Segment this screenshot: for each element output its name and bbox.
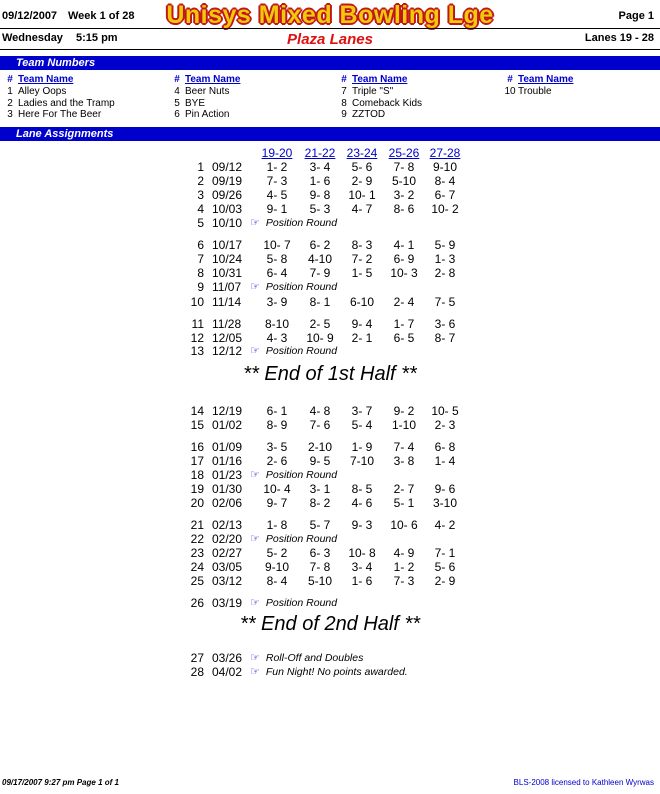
lane-header: 21-22	[304, 146, 336, 160]
lane-header: 27-28	[429, 146, 461, 160]
team-pairing: 8- 1	[309, 295, 331, 309]
team-pairing: 6- 9	[393, 252, 415, 266]
team-pairing: 10- 4	[263, 482, 291, 496]
week-date: 01/23	[212, 468, 243, 482]
team-column-header	[336, 73, 496, 86]
week-number: 4	[197, 202, 204, 216]
team-row	[2, 109, 162, 121]
team-number: 4	[174, 86, 180, 97]
team-pairing: 5-10	[307, 574, 333, 588]
team-name: Alley Oops	[18, 86, 67, 97]
team-pairing: 4- 3	[266, 331, 288, 345]
pointing-hand-icon: ☞	[250, 652, 260, 664]
team-pairing: 8- 6	[393, 202, 415, 216]
week-note: Fun Night! No points awarded.	[265, 666, 408, 678]
team-pairing: 4- 6	[351, 496, 373, 510]
header-divider-bottom	[0, 49, 660, 50]
team-pairing: 8- 2	[309, 496, 331, 510]
team-name: Comeback Kids	[352, 97, 423, 109]
team-pairing: 3- 1	[309, 482, 331, 496]
week-date: 02/13	[212, 518, 243, 532]
team-pairing: 7- 9	[309, 266, 331, 280]
week-date: 11/14	[212, 295, 242, 309]
team-column-header	[502, 73, 660, 86]
league-title: Unisys Mixed Bowling Lge	[166, 1, 494, 29]
team-pairing: 4- 5	[266, 188, 288, 202]
lanes-range: Lanes 19 - 28	[584, 32, 654, 44]
lane-header: 23-24	[346, 146, 378, 160]
team-pairing: 2- 1	[351, 331, 373, 345]
week-number: 3	[197, 188, 204, 202]
team-pairing: 6- 8	[434, 440, 456, 454]
team-number: 8	[341, 97, 347, 109]
league-day: Wednesday	[2, 32, 63, 44]
team-pairing: 8- 7	[434, 331, 456, 345]
week-number: 6	[197, 238, 204, 252]
team-pairing: 5- 6	[351, 160, 373, 174]
team-pairing: 1- 2	[393, 560, 415, 574]
team-pairing: 4-10	[307, 252, 333, 266]
team-pairing: 3-10	[432, 496, 458, 510]
page-number: Page 1	[618, 10, 654, 22]
team-pairing: 7- 6	[309, 418, 331, 432]
team-name-header: Team Name	[185, 74, 241, 85]
week-number: 16	[190, 440, 204, 454]
week-date: 02/20	[212, 532, 243, 546]
team-pairing: 10- 6	[390, 518, 418, 532]
team-name-header: Team Name	[518, 74, 574, 85]
week-number: 15	[190, 418, 204, 432]
week-number: 27	[190, 651, 204, 665]
week-note: Position Round	[265, 469, 338, 481]
team-name: Pin Action	[185, 109, 230, 120]
team-pairing: 7- 3	[266, 174, 288, 188]
lane-assignments-band: Lane Assignments	[0, 127, 660, 141]
team-pairing: 9- 2	[393, 404, 415, 418]
team-pairing: 3- 8	[393, 454, 415, 468]
team-pairing: 8- 3	[351, 238, 373, 252]
week-number: 26	[190, 596, 204, 610]
week-number: 20	[190, 496, 204, 510]
schedule-row	[0, 519, 660, 532]
team-name: Triple "S"	[352, 86, 394, 97]
team-pairing: 7- 1	[434, 546, 456, 560]
team-num-header: #	[174, 74, 180, 85]
team-pairing: 7- 8	[393, 160, 415, 174]
team-pairing: 6- 2	[309, 238, 331, 252]
team-pairing: 7- 8	[309, 560, 331, 574]
team-pairing: 1-10	[391, 418, 417, 432]
schedule-row	[0, 575, 660, 588]
schedule-row	[0, 666, 660, 679]
lane-header: 19-20	[261, 146, 293, 160]
team-pairing: 7- 2	[351, 252, 373, 266]
team-pairing: 9- 5	[309, 454, 331, 468]
team-name: BYE	[185, 97, 206, 109]
week-date: 10/31	[212, 266, 243, 280]
team-pairing: 2- 4	[393, 295, 415, 309]
team-pairing: 1- 5	[351, 266, 373, 280]
week-note: Roll-Off and Doubles	[265, 652, 364, 664]
team-row	[336, 98, 496, 110]
week-number: 14	[190, 404, 204, 418]
team-pairing: 10- 5	[431, 404, 459, 418]
team-pairing: 5- 3	[309, 202, 331, 216]
pointing-hand-icon: ☞	[250, 469, 260, 481]
team-pairing: 5- 7	[309, 518, 331, 532]
team-row	[169, 109, 329, 121]
pointing-hand-icon: ☞	[250, 597, 260, 609]
team-pairing: 1- 6	[351, 574, 373, 588]
team-num-header: #	[7, 74, 13, 85]
team-column	[336, 73, 496, 121]
team-pairing: 1- 8	[266, 518, 288, 532]
week-number: 28	[190, 665, 204, 679]
week-number: 23	[190, 546, 204, 560]
team-pairing: 5- 4	[351, 418, 373, 432]
week-date: 01/16	[212, 454, 243, 468]
team-pairing: 7-10	[349, 454, 375, 468]
print-stamp: 09/17/2007 9:27 pm Page 1 of 1	[2, 778, 119, 787]
team-row	[2, 86, 162, 98]
week-number: 8	[197, 266, 204, 280]
week-date: 12/19	[212, 404, 243, 418]
week-date: 11/07	[212, 280, 242, 294]
team-pairing: 9- 8	[309, 188, 331, 202]
schedule-row	[0, 405, 660, 418]
team-row	[336, 109, 496, 121]
team-pairing: 2- 6	[266, 454, 288, 468]
schedule-row	[0, 296, 660, 309]
team-numbers-band: Team Numbers	[0, 56, 660, 70]
team-row	[169, 86, 329, 98]
team-pairing: 3- 7	[351, 404, 373, 418]
team-pairing: 8- 9	[266, 418, 288, 432]
schedule-row	[0, 175, 660, 188]
week-number: 7	[197, 252, 204, 266]
team-row	[336, 86, 496, 98]
team-pairing: 3- 6	[434, 317, 456, 331]
license-note: BLS-2008 licensed to Kathleen Wyrwas	[513, 778, 654, 787]
team-pairing: 5- 6	[434, 560, 456, 574]
week-note: Position Round	[265, 597, 338, 609]
team-pairing: 7- 5	[434, 295, 456, 309]
team-number: 5	[174, 97, 180, 109]
week-date: 10/17	[212, 238, 243, 252]
week-date: 09/19	[212, 174, 243, 188]
pointing-hand-icon: ☞	[250, 533, 260, 545]
pointing-hand-icon: ☞	[250, 345, 260, 357]
schedule-row	[0, 281, 660, 294]
team-column	[169, 73, 329, 121]
week-note: Position Round	[265, 345, 338, 357]
team-column-header	[169, 73, 329, 86]
week-number: 18	[190, 468, 204, 482]
schedule-row	[0, 533, 660, 546]
team-name: Beer Nuts	[185, 86, 230, 97]
week-number: 19	[190, 482, 204, 496]
week-number: 1	[197, 160, 204, 174]
team-pairing: 1- 9	[351, 440, 373, 454]
team-number: 7	[341, 86, 347, 97]
team-pairing: 5-10	[391, 174, 417, 188]
week-number: 12	[190, 331, 204, 345]
team-pairing: 6- 5	[393, 331, 415, 345]
week-indicator: Week 1 of 28	[68, 10, 135, 22]
team-pairing: 9- 1	[266, 202, 288, 216]
team-pairing: 2- 7	[393, 482, 415, 496]
team-pairing: 2- 8	[434, 266, 456, 280]
schedule-row	[0, 253, 660, 266]
team-pairing: 4- 9	[393, 546, 415, 560]
schedule-row	[0, 652, 660, 665]
team-pairing: 9- 7	[266, 496, 288, 510]
schedule-row	[0, 345, 660, 358]
team-pairing: 3- 9	[266, 295, 288, 309]
league-time: 5:15 pm	[76, 32, 118, 44]
week-date: 03/12	[212, 574, 243, 588]
schedule-row	[0, 203, 660, 216]
team-name-header: Team Name	[352, 74, 408, 85]
team-pairing: 10- 2	[431, 202, 459, 216]
week-number: 17	[190, 454, 204, 468]
week-date: 11/28	[212, 317, 242, 331]
team-pairing: 8- 5	[351, 482, 373, 496]
team-pairing: 7- 3	[393, 574, 415, 588]
team-pairing: 6- 7	[434, 188, 456, 202]
week-date: 09/26	[212, 188, 243, 202]
team-name-header: Team Name	[18, 74, 74, 85]
team-pairing: 10- 1	[348, 188, 376, 202]
week-note: Position Round	[265, 281, 338, 293]
week-date: 01/09	[212, 440, 243, 454]
team-pairing: 5- 2	[266, 546, 288, 560]
end-first-half-label: ** End of 1st Half **	[243, 363, 417, 385]
week-date: 03/26	[212, 651, 243, 665]
team-number: 2	[7, 97, 13, 109]
week-date: 12/12	[212, 344, 243, 358]
team-pairing: 1- 2	[266, 160, 288, 174]
week-date: 10/10	[212, 216, 243, 230]
end-second-half-label: ** End of 2nd Half **	[239, 613, 421, 635]
team-pairing: 2-10	[307, 440, 333, 454]
week-date: 10/03	[212, 202, 243, 216]
lane-header: 25-26	[388, 146, 420, 160]
team-pairing: 9- 4	[351, 317, 373, 331]
team-pairing: 1- 6	[309, 174, 331, 188]
schedule-row	[0, 239, 660, 252]
team-pairing: 10- 9	[306, 331, 334, 345]
week-date: 03/19	[212, 596, 243, 610]
week-number: 5	[197, 216, 204, 230]
team-pairing: 4- 1	[393, 238, 415, 252]
schedule-row	[0, 419, 660, 432]
team-name: ZZTOD	[352, 109, 386, 120]
pointing-hand-icon: ☞	[250, 217, 260, 229]
team-pairing: 6- 3	[309, 546, 331, 560]
team-pairing: 10- 3	[390, 266, 418, 280]
team-pairing: 4- 2	[434, 518, 456, 532]
team-pairing: 5- 1	[393, 496, 415, 510]
schedule-row	[0, 318, 660, 331]
team-pairing: 2- 9	[434, 574, 456, 588]
pointing-hand-icon: ☞	[250, 281, 260, 293]
team-pairing: 3- 4	[351, 560, 373, 574]
schedule-row	[0, 561, 660, 574]
week-number: 13	[190, 344, 204, 358]
venue-name: Plaza Lanes	[287, 31, 373, 48]
week-number: 2	[197, 174, 204, 188]
team-number: 6	[174, 109, 180, 120]
team-pairing: 9-10	[432, 160, 458, 174]
week-number: 21	[190, 518, 204, 532]
team-pairing: 5- 8	[266, 252, 288, 266]
team-number: 10	[504, 86, 516, 97]
team-number: 1	[7, 86, 13, 97]
schedule-row	[0, 161, 660, 174]
week-date: 12/05	[212, 331, 243, 345]
team-column-header	[2, 73, 162, 86]
team-pairing: 2- 3	[434, 418, 456, 432]
schedule-row	[0, 469, 660, 482]
team-pairing: 6- 4	[266, 266, 288, 280]
week-date: 10/24	[212, 252, 243, 266]
team-pairing: 8- 4	[434, 174, 456, 188]
team-pairing: 1- 7	[393, 317, 415, 331]
schedule-row	[0, 332, 660, 345]
week-date: 04/02	[212, 665, 243, 679]
team-number: 3	[7, 109, 13, 120]
team-pairing: 9- 6	[434, 482, 456, 496]
team-pairing: 5- 9	[434, 238, 456, 252]
schedule-row	[0, 267, 660, 280]
team-row	[169, 98, 329, 110]
schedule-row	[0, 441, 660, 454]
week-number: 25	[190, 574, 204, 588]
team-pairing: 1- 3	[434, 252, 456, 266]
week-number: 24	[190, 560, 204, 574]
team-pairing: 9-10	[264, 560, 290, 574]
schedule-row	[0, 455, 660, 468]
week-date: 01/02	[212, 418, 243, 432]
team-num-header: #	[341, 74, 347, 85]
team-pairing: 3- 4	[309, 160, 331, 174]
week-note: Position Round	[265, 217, 338, 229]
week-date: 09/12	[212, 160, 243, 174]
schedule-row	[0, 547, 660, 560]
team-pairing: 8-10	[264, 317, 290, 331]
team-pairing: 4- 7	[351, 202, 373, 216]
week-date: 02/27	[212, 546, 243, 560]
pointing-hand-icon: ☞	[250, 666, 260, 678]
team-pairing: 4- 8	[309, 404, 331, 418]
team-number: 9	[341, 109, 347, 120]
team-pairing: 3- 5	[266, 440, 288, 454]
team-pairing: 6-10	[349, 295, 375, 309]
team-pairing: 2- 5	[309, 317, 331, 331]
week-number: 9	[197, 280, 204, 294]
week-number: 22	[190, 532, 204, 546]
week-note: Position Round	[265, 533, 338, 545]
team-name: Ladies and the Tramp	[18, 97, 115, 109]
schedule-row	[0, 497, 660, 510]
week-number: 11	[191, 317, 204, 331]
schedule-row	[0, 597, 660, 610]
team-column	[502, 73, 660, 98]
team-column	[2, 73, 162, 121]
week-date: 01/30	[212, 482, 243, 496]
team-pairing: 10- 7	[263, 238, 291, 252]
team-pairing: 7- 4	[393, 440, 415, 454]
team-pairing: 3- 2	[393, 188, 415, 202]
team-num-header: #	[507, 74, 513, 85]
team-name: Here For The Beer	[18, 109, 102, 120]
schedule-row	[0, 217, 660, 230]
schedule-row	[0, 483, 660, 496]
week-date: 02/06	[212, 496, 243, 510]
header-divider	[0, 28, 660, 29]
team-pairing: 9- 3	[351, 518, 373, 532]
team-row	[2, 98, 162, 110]
team-row	[502, 86, 660, 98]
week-date: 03/05	[212, 560, 243, 574]
team-name: Trouble	[518, 86, 552, 97]
team-pairing: 6- 1	[266, 404, 288, 418]
week-number: 10	[190, 295, 204, 309]
team-pairing: 10- 8	[348, 546, 376, 560]
report-date: 09/12/2007	[2, 10, 58, 22]
team-pairing: 2- 9	[351, 174, 373, 188]
schedule-row	[0, 189, 660, 202]
team-pairing: 1- 4	[434, 454, 456, 468]
team-pairing: 8- 4	[266, 574, 288, 588]
